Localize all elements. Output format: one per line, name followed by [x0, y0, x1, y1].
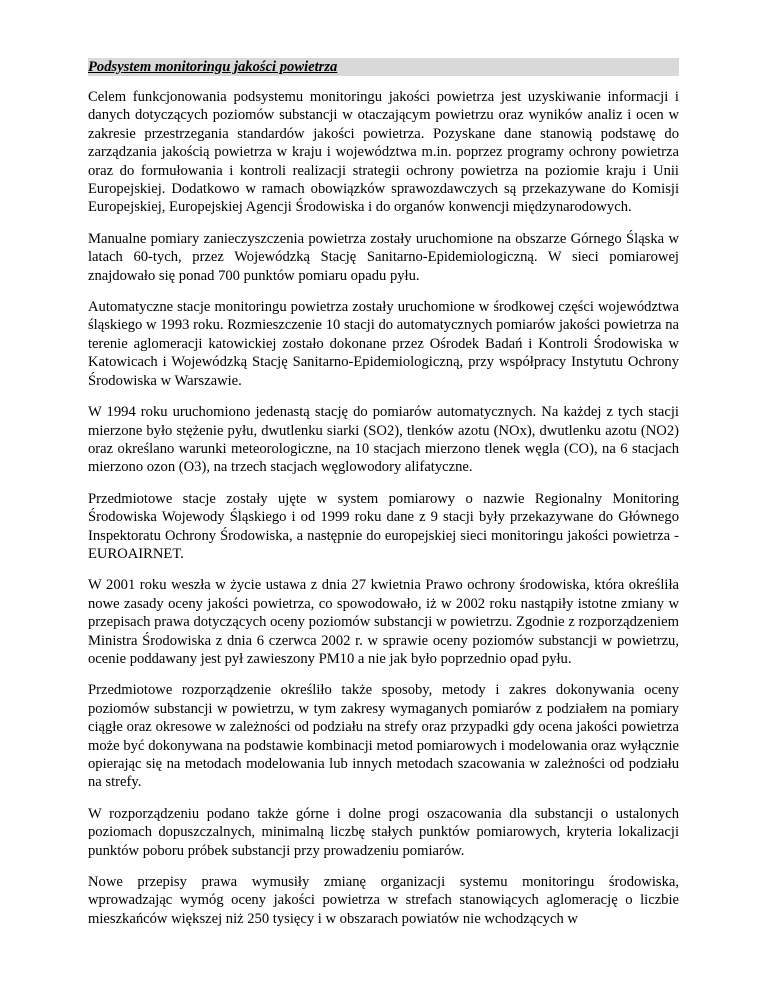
paragraph-new-regulations: Nowe przepisy prawa wymusiły zmianę organizacji systemu monitoringu środowiska, wprowadzając wymóg oceny jakości powietrza w strefach stanowiących aglomerację o liczbie mieszkańców większej niż 250 tysięcy i w obszarach powiatów nie wchodzących w	[88, 874, 679, 927]
section-heading: Podsystem monitoringu jakości powietrza	[88, 58, 679, 76]
paragraph-purpose: Celem funkcjonowania podsystemu monitoringu jakości powietrza jest uzyskiwanie informacji i danych dotyczących poziomów substancji w otaczającym powietrzu oraz wyników analiz i ocen w zakresie przestrzegania standardów jakości powietrza. Pozyskane dane stanowią podstawę do zarządzania jakością powietrza w kraju i województwa m.in. poprzez programy ochrony powietrza oraz do formułowania i kontroli realizacji strategii ochrony powietrza na poziomie kraju i Unii Europejskiej. Dodatkowo w ramach obowiązków sprawozdawczych są przekazywane do Komisji Europejskiej, Europejskiej Agencji Środowiska i do organów konwencji międzynarodowych.	[88, 89, 679, 216]
paragraph-thresholds: W rozporządzeniu podano także górne i dolne progi oszacowania dla substancji o ustalonych poziomach dopuszczalnych, minimalną liczbę stałych punktów pomiarowych, kryteria lokalizacji punktów poboru próbek substancji przy prowadzeniu pomiarów.	[88, 805, 679, 859]
paragraph-automatic-stations: Automatyczne stacje monitoringu powietrza zostały uruchomione w środkowej części województwa śląskiego w 1993 roku. Rozmieszczenie 10 stacji do automatycznych pomiarów jakości powietrza na terenie aglomeracji katowickiej zostało dokonane przez Ośrodek Badań i Kontroli Środowiska w Katowicach i Wojewódzką Stację Sanitarno-Epidemiologiczną, przy współpracy Instytutu Ochrony Środowiska w Warszawie.	[88, 299, 679, 389]
paragraph-2001-law: W 2001 roku weszła w życie ustawa z dnia 27 kwietnia Prawo ochrony środowiska, która określiła nowe zasady oceny jakości powietrza, co spowodowało, iż w 2002 roku nastąpiły istotne zmiany w przepisach prawa dotyczących oceny poziomów substancji w powietrzu. Zgodnie z rozporządzeniem Ministra Środowiska z dnia 6 czerwca 2002 r. w sprawie oceny poziomów substancji w powietrzu, ocenie poddawany jest pył zawieszony PM10 a nie jak było poprzednio opad pyłu.	[88, 577, 679, 667]
paragraph-regional-monitoring: Przedmiotowe stacje zostały ujęte w system pomiarowy o nazwie Regionalny Monitoring Środowiska Wojewody Śląskiego i od 1999 roku dane z 9 stacji były przekazywane do Głównego Inspektoratu Ochrony Środowiska, a następnie do europejskiej sieci monitoringu jakości powietrza - EUROAIRNET.	[88, 490, 679, 562]
paragraph-1994-station: W 1994 roku uruchomiono jedenastą stację do pomiarów automatycznych. Na każdej z tych stacji mierzone było stężenie pyłu, dwutlenku siarki (SO2), tlenków azotu (NOx), dwutlenku azotu (NO2) oraz określano warunki meteorologiczne, na 10 stacjach mierzono tlenek węgla (CO), na 6 stacjach mierzono ozon (O3), na trzech stacjach węglowodory alifatyczne.	[88, 404, 679, 476]
paragraph-regulation-methods: Przedmiotowe rozporządzenie określiło także sposoby, metody i zakres dokonywania oceny poziomów substancji w powietrzu, w tym zakresy wymaganych pomiarów z podziałem na pomiary ciągłe oraz okresowe w zależności od podziału na strefy oraz przypadki gdy ocena jakości powietrza może być dokonywana na podstawie kombinacji metod pomiarowych i modelowania oraz wyłącznie opierając się na metodach modelowania lub innych metodach szacowania w zależności od podziału na strefy.	[88, 682, 679, 791]
document-page	[88, 58, 679, 941]
paragraph-manual-measurements: Manualne pomiary zanieczyszczenia powietrza zostały uruchomione na obszarze Górnego Śląska w latach 60-tych, przez Wojewódzką Stację Sanitarno-Epidemiologiczną. W sieci pomiarowej znajdowało się ponad 700 punktów pomiaru opadu pyłu.	[88, 230, 679, 284]
